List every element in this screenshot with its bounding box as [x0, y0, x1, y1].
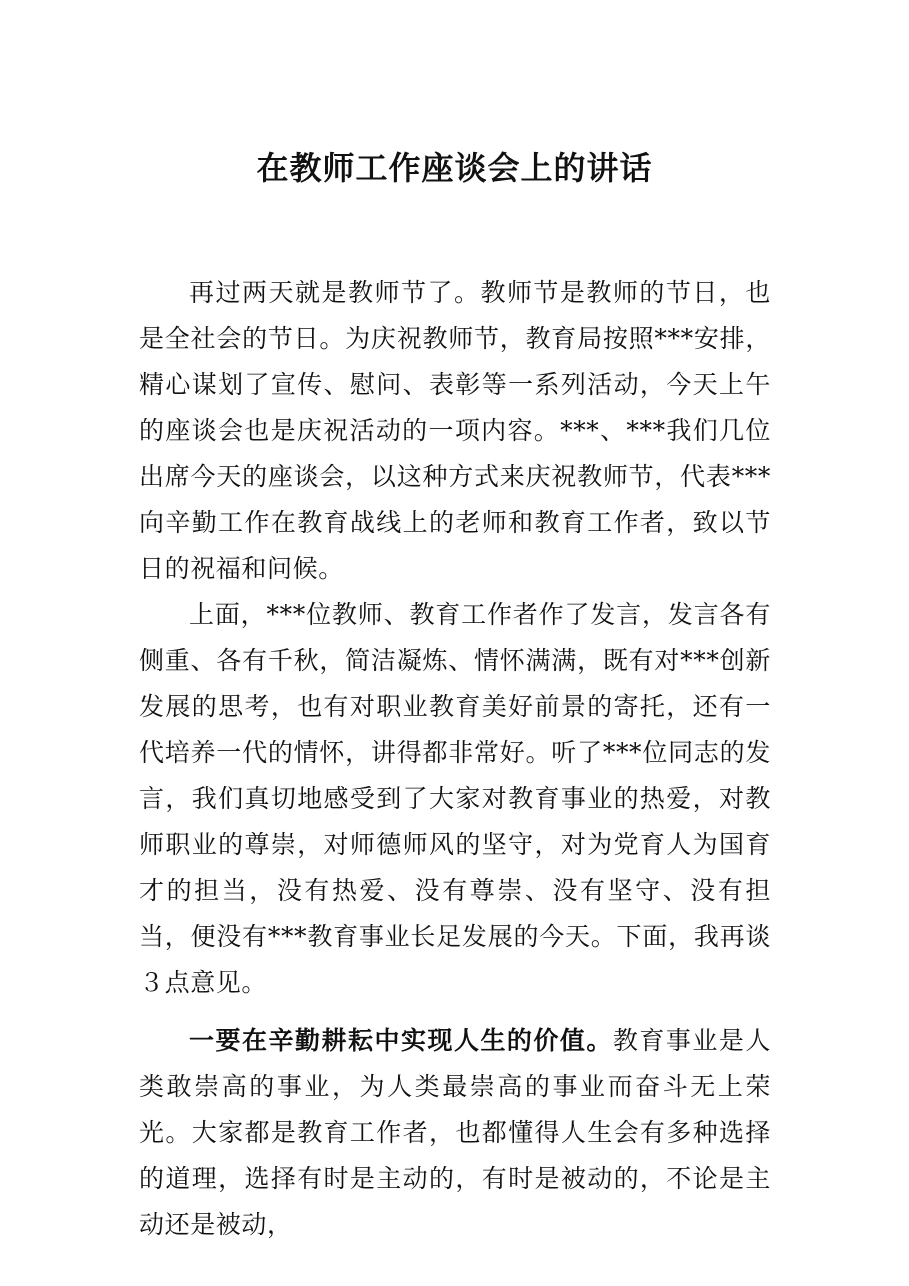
paragraph-3-text: 教育事业是人类敢崇高的事业，为人类最崇高的事业而奋斗无上荣光。大家都是教育工作者，也都懂得人生会有多种选择的道理，选择有时是主动的，有时是被动的，不论是主动还是被动， — [139, 1026, 771, 1239]
document-title: 在教师工作座谈会上的讲话 — [256, 149, 653, 187]
paragraph-1: 再过两天就是教师节了。教师节是教师的节日，也是全社会的节日。为庆祝教师节，教育局按照***安排，精心谋划了宣传、慰问、表彰等一系列活动，今天上午的座谈会也是庆祝活动的一项内容。***、***我们几位出席今天的座谈会，以这种方式来庆祝教师节，代表***向辛勤工作在教育战线上的老师和教育工作者，致以节日的祝福和问候。 — [139, 278, 771, 583]
paragraph-3 — [139, 1018, 771, 1248]
document-body — [139, 270, 771, 1248]
paragraph-2: 上面，***位教师、教育工作者作了发言，发言各有侧重、各有千秋，简洁凝炼、情怀满满，既有对***创新发展的思考，也有对职业教育美好前景的寄托，还有一代培养一代的情怀，讲得都非常好。听了***位同志的发言，我们真切地感受到了大家对教育事业的热爱，对教师职业的尊崇，对师德师风的坚守，对为党育人为国育才的担当，没有热爱、没有尊崇、没有坚守、没有担当，便没有***教育事业长足发展的今天。下面，我再谈３点意见。 — [139, 600, 771, 997]
paragraph-3-lead: 一要在辛勤耕耘中实现人生的价值。 — [189, 1026, 613, 1055]
